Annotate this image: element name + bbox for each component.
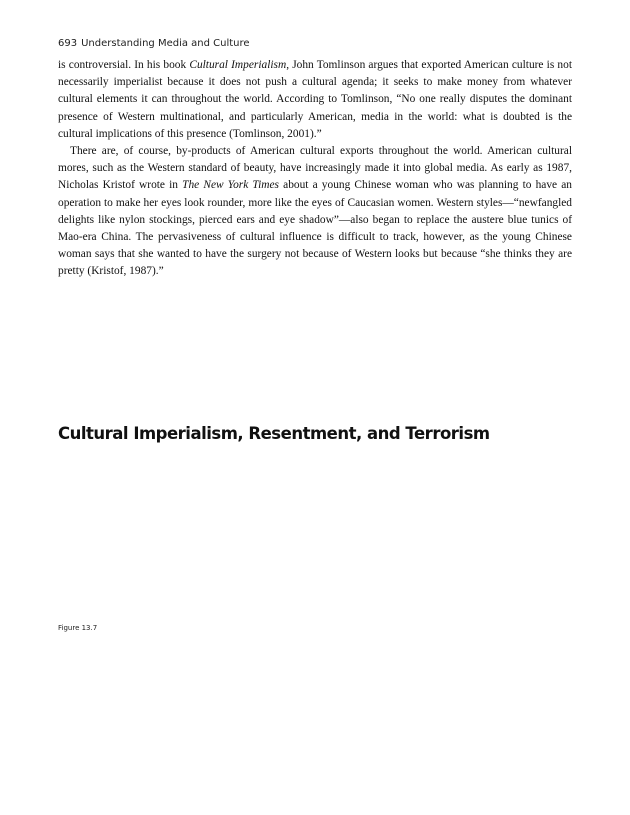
paragraph	[58, 57, 572, 143]
paragraph-text: is controversial. In his book	[58, 59, 190, 71]
paragraph-text: about a young Chinese woman who was planning to have an operation to make her eyes look rounder, more like the eyes of Caucasian women. Western styles—“newfangled delights like nylon stockings, pierced ears and eye shadow”—also began to replace the austere blue tunics of Mao-era China. The pervasiveness of cultural influence is difficult to track, however, as the young Chinese woman says that she wanted to have the surgery not because of Western looks but because “she thinks they are pretty (Kristof, 1987).”	[58, 179, 573, 278]
newspaper-title-italic: The New York Times	[182, 179, 279, 192]
running-header	[58, 38, 254, 49]
body-text	[58, 57, 572, 281]
paragraph-text: There are, of course, by-products of American cultural exports throughout the world. American cultural mores, such as the Western standard of beauty, have increasingly made it into global media. As early as 1987, Nicholas Kristof wrote in	[58, 145, 572, 192]
book-title: Understanding Media and Culture	[81, 38, 250, 49]
section-heading: Cultural Imperialism, Resentment, and Terrorism	[58, 424, 490, 443]
paragraph-text: , John Tomlinson argues that exported American culture is not necessarily imperialist because it does not push a cultural agenda; it seeks to make money from whatever cultural elements it can throughout the world. According to Tomlinson, “No one really disputes the dominant presence of Western multinational, and particularly American, media in the world: what is doubted is the cultural implications of this presence (Tomlinson, 2001).”	[58, 59, 572, 140]
page-number: 693	[58, 38, 78, 49]
figure-caption: Figure 13.7	[58, 624, 98, 632]
book-title-italic: Cultural Imperialism	[189, 59, 287, 71]
paragraph	[58, 143, 572, 281]
